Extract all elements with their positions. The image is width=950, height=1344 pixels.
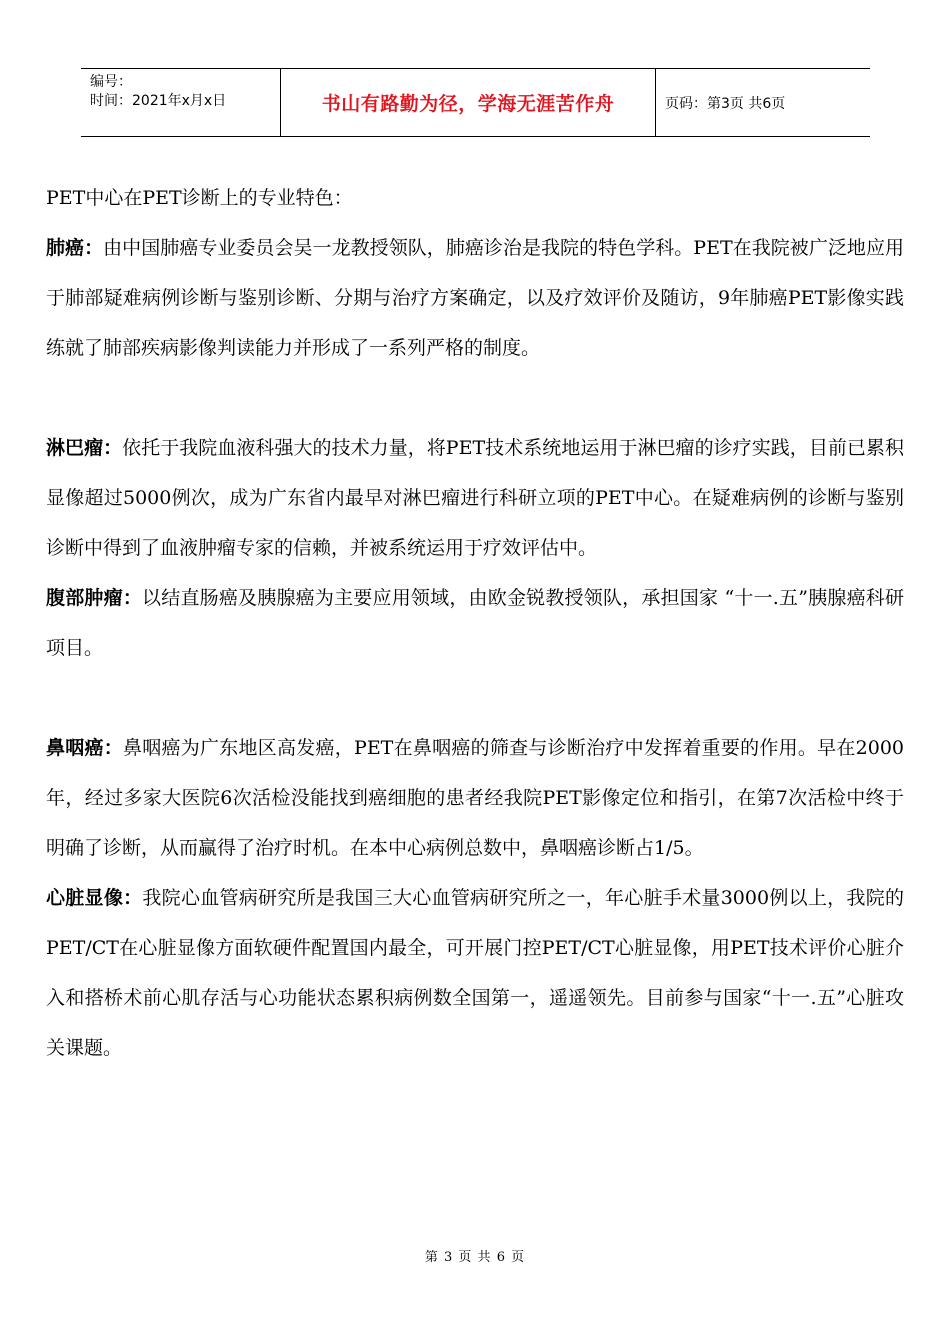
time-label: 时间：2021年x月x日	[90, 93, 227, 109]
paragraph-gap	[46, 373, 904, 423]
section-text: 依托于我院血液科强大的技术力量，将PET技术系统地运用于淋巴瘤的诊疗实践，目前已累积显像超过5000例次，成为广东省内最早对淋巴瘤进行科研立项的PET中心。在疑难病例的诊断与鉴别诊断中得到了血液肿瘤专家的信赖，并被系统运用于疗效评估中。	[46, 437, 904, 559]
section-text: 由中国肺癌专业委员会吴一龙教授领队，肺癌诊治是我院的特色学科。PET在我院被广泛地应用于肺部疑难病例诊断与鉴别诊断、分期与治疗方案确定，以及疗效评价及随访，9年肺癌PET影像实践练就了肺部疾病影像判读能力并形成了一系列严格的制度。	[46, 237, 904, 359]
footer-page-number: 第 3 页 共 6 页	[424, 1250, 526, 1265]
document-header	[81, 68, 870, 137]
section-lymphoma	[46, 423, 904, 573]
section-abdominal-tumor	[46, 573, 904, 673]
intro-heading: PET中心在PET诊断上的专业特色：	[46, 187, 353, 209]
paragraph-gap	[46, 673, 904, 723]
section-text: 鼻咽癌为广东地区高发癌，PET在鼻咽癌的筛查与诊断治疗中发挥着重要的作用。早在2000年，经过多家大医院6次活检没能找到癌细胞的患者经我院PET影像定位和指引，在第7次活检中终于明确了诊断，从而赢得了治疗时机。在本中心病例总数中，鼻咽癌诊断占1/5。	[46, 737, 904, 859]
document-body	[46, 173, 904, 1073]
page-code-text: 页码：第3页 共6页	[665, 95, 786, 112]
section-label: 肺癌：	[46, 237, 104, 259]
section-label: 腹部肿瘤：	[46, 587, 143, 609]
motto-text: 书山有路勤为径，学海无涯苦作舟	[321, 93, 615, 115]
section-nasopharyngeal-cancer	[46, 723, 904, 873]
header-meta	[81, 69, 281, 136]
section-label: 鼻咽癌：	[46, 737, 124, 759]
section-text: 我院心血管病研究所是我国三大心血管病研究所之一，年心脏手术量3000例以上，我院的PET/CT在心脏显像方面软硬件配置国内最全，可开展门控PET/CT心脏显像，用PET技术评价心脏介入和搭桥术前心肌存活与心功能状态累积病例数全国第一，遥遥领先。目前参与国家“十一.五”心脏攻关课题。	[46, 887, 904, 1059]
section-text: 以结直肠癌及胰腺癌为主要应用领域，由欧金锐教授领队，承担国家 “十一.五”胰腺癌科研项目。	[46, 587, 904, 659]
header-motto-cell	[281, 69, 656, 136]
page-footer	[0, 1246, 950, 1265]
section-cardiac-imaging	[46, 873, 904, 1073]
serial-label: 编号：	[90, 74, 132, 90]
section-lung-cancer	[46, 223, 904, 373]
section-label: 淋巴瘤：	[46, 437, 123, 459]
header-page-code	[656, 69, 870, 136]
section-label: 心脏显像：	[46, 887, 143, 909]
